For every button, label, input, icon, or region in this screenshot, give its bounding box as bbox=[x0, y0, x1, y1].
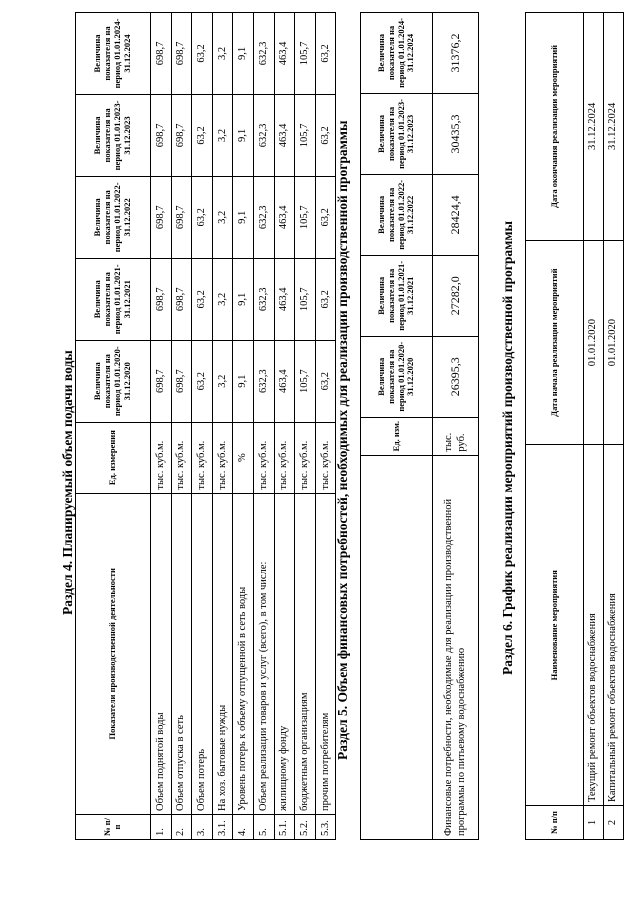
table-row bbox=[171, 13, 192, 840]
row-value: 698,7 bbox=[151, 176, 172, 258]
table-row bbox=[295, 13, 316, 840]
row-unit: тыс. руб. bbox=[433, 417, 479, 455]
row-value: 9,1 bbox=[233, 258, 254, 340]
row-value: 698,7 bbox=[171, 13, 192, 95]
row-value: 105,7 bbox=[295, 258, 316, 340]
row-name: Финансовые потребности, необходимые для реализации производственной программы по питьевому водоснабжению bbox=[433, 455, 479, 839]
row-value: 3,2 bbox=[212, 13, 233, 95]
row-value: 3,2 bbox=[212, 176, 233, 258]
table-row bbox=[584, 13, 604, 840]
row-value: 9,1 bbox=[233, 13, 254, 95]
header-num: № п/п bbox=[76, 815, 151, 840]
row-value: 463,4 bbox=[274, 258, 295, 340]
header-period: Величина показателя на период 01.01.2024-31.12.2024 bbox=[361, 13, 433, 94]
row-num: 5.2. bbox=[295, 815, 316, 840]
header-unit: Ед. изм. bbox=[361, 417, 433, 455]
row-value: 463,4 bbox=[274, 176, 295, 258]
row-num: 5.3. bbox=[315, 815, 336, 840]
schedule-table bbox=[525, 12, 624, 840]
row-value: 698,7 bbox=[151, 94, 172, 176]
row-value: 463,4 bbox=[274, 340, 295, 422]
section-5-title: Раздел 5. Объем финансовых потребностей, необходимых для реализации производственной программы bbox=[335, 120, 350, 760]
header-empty bbox=[361, 455, 433, 839]
row-value: 31376,2 bbox=[433, 13, 479, 94]
header-period: Величина показателя на период 01.01.2022-31.12.2022 bbox=[76, 176, 151, 258]
header-indicator: Показатели производственной деятельности bbox=[76, 493, 151, 814]
row-value: 3,2 bbox=[212, 94, 233, 176]
row-value: 63,2 bbox=[315, 13, 336, 95]
row-value: 63,2 bbox=[192, 258, 213, 340]
row-num: 2. bbox=[171, 815, 192, 840]
table-header-row bbox=[361, 13, 433, 840]
row-name: Объем потерь bbox=[192, 493, 213, 814]
row-value: 698,7 bbox=[151, 340, 172, 422]
row-value: 63,2 bbox=[192, 176, 213, 258]
row-name: На хоз. бытовые нужды bbox=[212, 493, 233, 814]
row-value: 698,7 bbox=[151, 258, 172, 340]
row-value: 30435,3 bbox=[433, 93, 479, 174]
row-value: 463,4 bbox=[274, 13, 295, 95]
row-unit: тыс. куб.м. bbox=[253, 422, 274, 493]
row-value: 632,3 bbox=[253, 176, 274, 258]
header-start: Дата начала реализации мероприятий bbox=[526, 240, 584, 445]
table-row bbox=[315, 13, 336, 840]
header-period: Величина показателя на период 01.01.2020-31.12.2020 bbox=[76, 340, 151, 422]
row-value: 9,1 bbox=[233, 94, 254, 176]
section-4-title: Раздел 4. Планируемый объем подачи воды bbox=[60, 350, 75, 615]
row-start: 01.01.2020 bbox=[584, 240, 604, 445]
row-num: 3. bbox=[192, 815, 213, 840]
row-unit: тыс. куб.м. bbox=[212, 422, 233, 493]
header-name: Наименование мероприятия bbox=[526, 445, 584, 806]
row-value: 28424,4 bbox=[433, 174, 479, 255]
row-value: 63,2 bbox=[192, 13, 213, 95]
table-row bbox=[192, 13, 213, 840]
row-value: 698,7 bbox=[171, 94, 192, 176]
section-6-title: Раздел 6. График реализации мероприятий производственной программы bbox=[500, 220, 515, 675]
row-name: прочим потребителям bbox=[315, 493, 336, 814]
row-value: 698,7 bbox=[171, 176, 192, 258]
header-period: Величина показателя на период 01.01.2021-31.12.2021 bbox=[361, 255, 433, 336]
table-header-row bbox=[526, 13, 584, 840]
row-value: 26395,3 bbox=[433, 336, 479, 417]
row-value: 63,2 bbox=[315, 176, 336, 258]
header-period: Величина показателя на период 01.01.2023-31.12.2023 bbox=[361, 93, 433, 174]
row-value: 27282,0 bbox=[433, 255, 479, 336]
table-row bbox=[433, 13, 479, 840]
row-value: 3,2 bbox=[212, 258, 233, 340]
row-value: 9,1 bbox=[233, 176, 254, 258]
row-num: 1 bbox=[584, 806, 604, 840]
row-name: Объем отпуска в сеть bbox=[171, 493, 192, 814]
row-value: 632,3 bbox=[253, 258, 274, 340]
table-header-row bbox=[76, 13, 151, 840]
row-num: 4. bbox=[233, 815, 254, 840]
finance-table bbox=[360, 12, 479, 840]
header-period: Величина показателя на период 01.01.2023-31.12.2023 bbox=[76, 94, 151, 176]
row-value: 632,3 bbox=[253, 13, 274, 95]
row-num: 5.1. bbox=[274, 815, 295, 840]
row-num: 5. bbox=[253, 815, 274, 840]
header-period: Величина показателя на период 01.01.2021-31.12.2021 bbox=[76, 258, 151, 340]
row-name: Капитальный ремонт объектов водоснабжения bbox=[604, 445, 624, 806]
row-value: 63,2 bbox=[315, 94, 336, 176]
header-period: Величина показателя на период 01.01.2020-31.12.2020 bbox=[361, 336, 433, 417]
row-value: 698,7 bbox=[171, 258, 192, 340]
row-name: бюджетным организациям bbox=[295, 493, 316, 814]
row-value: 3,2 bbox=[212, 340, 233, 422]
row-unit: тыс. куб.м. bbox=[295, 422, 316, 493]
header-unit: Ед. измерения bbox=[76, 422, 151, 493]
row-value: 105,7 bbox=[295, 94, 316, 176]
row-value: 463,4 bbox=[274, 94, 295, 176]
table-row bbox=[233, 13, 254, 840]
row-value: 632,3 bbox=[253, 340, 274, 422]
row-value: 105,7 bbox=[295, 340, 316, 422]
row-name: Уровень потерь к объему отпущенной в сеть воды bbox=[233, 493, 254, 814]
table-row bbox=[253, 13, 274, 840]
row-unit: тыс. куб.м. bbox=[171, 422, 192, 493]
row-value: 632,3 bbox=[253, 94, 274, 176]
table-row bbox=[604, 13, 624, 840]
row-value: 63,2 bbox=[192, 94, 213, 176]
row-end: 31.12.2024 bbox=[584, 13, 604, 241]
row-value: 63,2 bbox=[315, 340, 336, 422]
table-row bbox=[151, 13, 172, 840]
row-name: жилищному фонду bbox=[274, 493, 295, 814]
header-num: № п/п bbox=[526, 806, 584, 840]
row-value: 105,7 bbox=[295, 176, 316, 258]
row-start: 01.01.2020 bbox=[604, 240, 624, 445]
row-unit: тыс. куб.м. bbox=[315, 422, 336, 493]
header-period: Величина показателя на период 01.01.2024-31.12.2024 bbox=[76, 13, 151, 95]
row-num: 2 bbox=[604, 806, 624, 840]
row-unit: тыс. куб.м. bbox=[274, 422, 295, 493]
row-num: 3.1. bbox=[212, 815, 233, 840]
row-unit: % bbox=[233, 422, 254, 493]
table-row bbox=[274, 13, 295, 840]
row-value: 698,7 bbox=[151, 13, 172, 95]
row-unit: тыс. куб.м. bbox=[192, 422, 213, 493]
row-name: Объем поднятой воды bbox=[151, 493, 172, 814]
row-value: 63,2 bbox=[315, 258, 336, 340]
water-supply-table bbox=[75, 12, 336, 840]
row-name: Текущий ремонт объектов водоснабжения bbox=[584, 445, 604, 806]
row-unit: тыс. куб.м. bbox=[151, 422, 172, 493]
table-row bbox=[212, 13, 233, 840]
row-end: 31.12.2024 bbox=[604, 13, 624, 241]
row-num: 1. bbox=[151, 815, 172, 840]
header-period: Величина показателя на период 01.01.2022-31.12.2022 bbox=[361, 174, 433, 255]
row-value: 63,2 bbox=[192, 340, 213, 422]
row-value: 105,7 bbox=[295, 13, 316, 95]
header-end: Дата окончания реализации мероприятий bbox=[526, 13, 584, 241]
row-name: Объем реализации товаров и услуг (всего), в том числе: bbox=[253, 493, 274, 814]
row-value: 9,1 bbox=[233, 340, 254, 422]
row-value: 698,7 bbox=[171, 340, 192, 422]
